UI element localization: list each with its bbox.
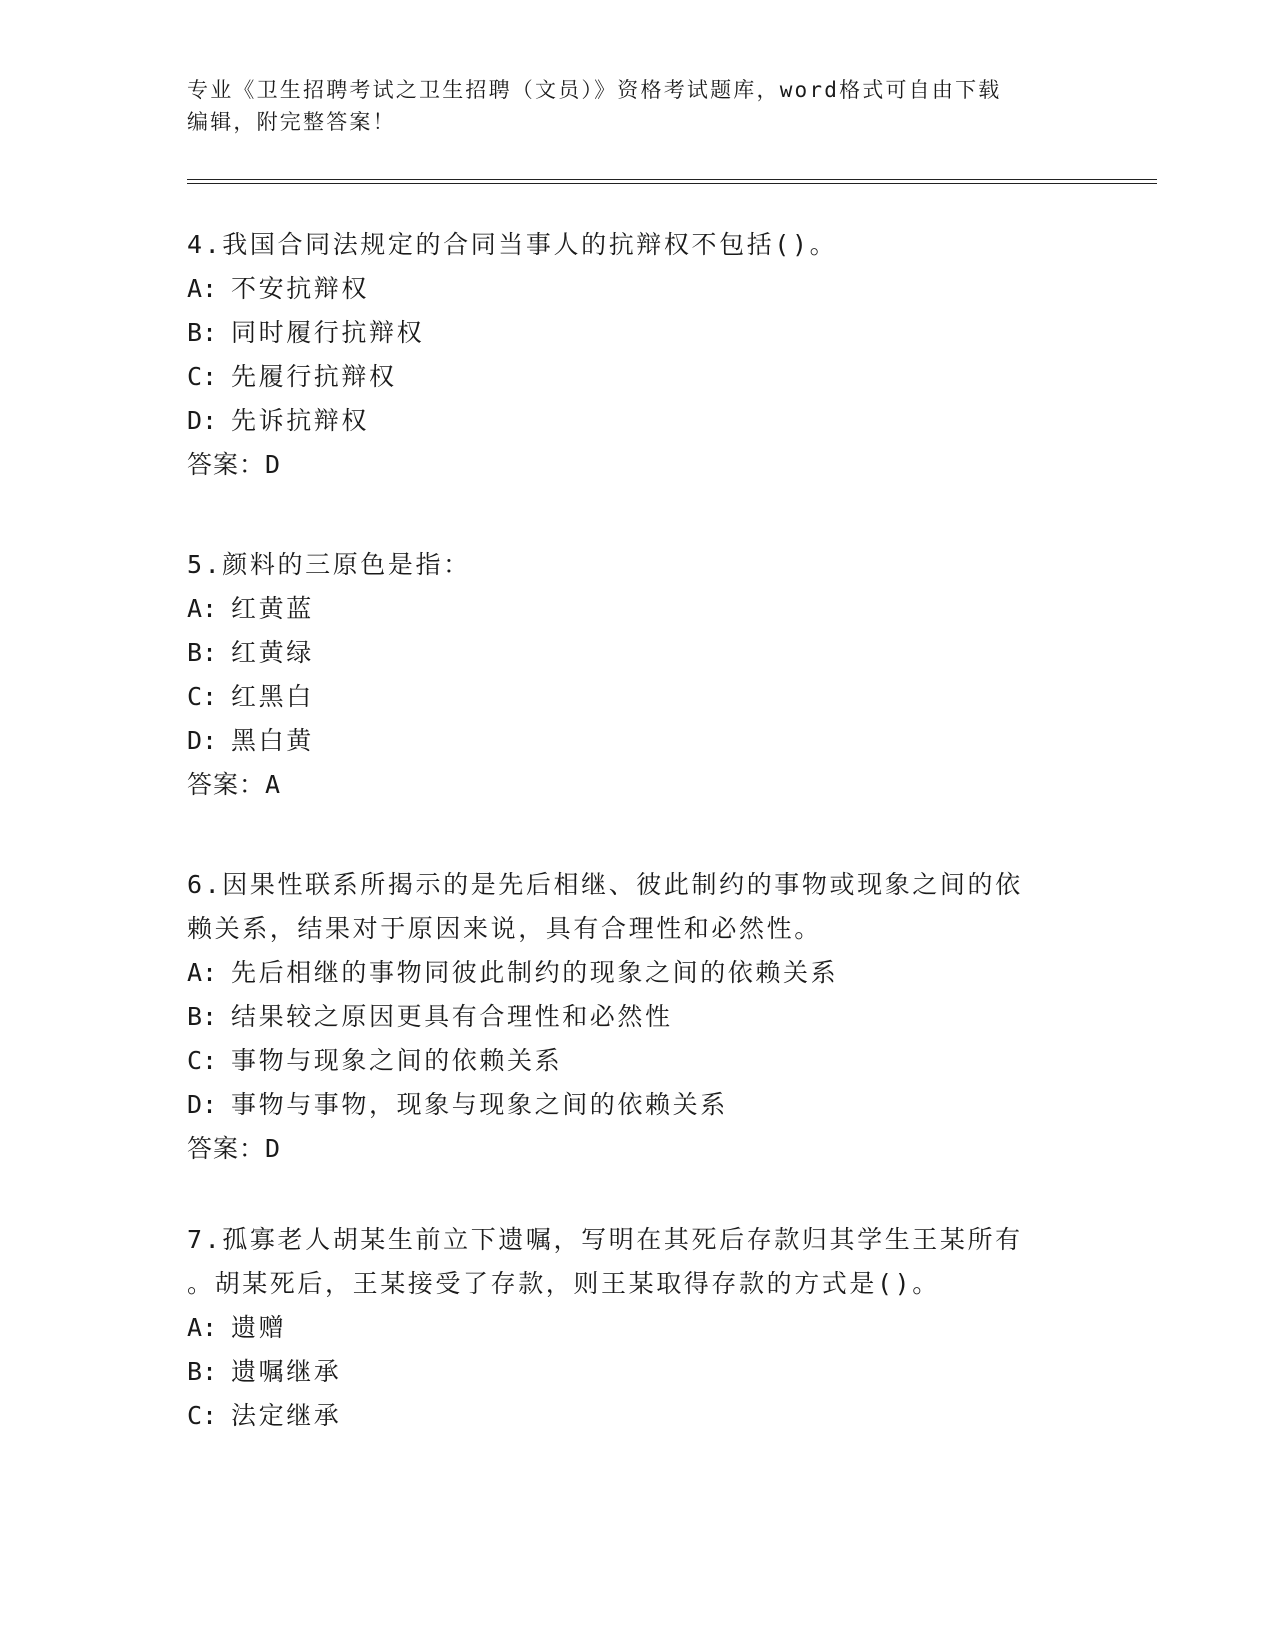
option-c bbox=[187, 1400, 341, 1432]
option-text: 黑白黄 bbox=[231, 726, 314, 755]
option-letter: B: bbox=[187, 318, 218, 347]
document-header bbox=[187, 74, 1087, 138]
option-text: 先履行抗辩权 bbox=[231, 362, 397, 391]
option-letter: C: bbox=[187, 362, 218, 391]
option-letter: C: bbox=[187, 1046, 218, 1075]
option-c bbox=[187, 681, 314, 713]
option-a bbox=[187, 273, 369, 305]
option-c bbox=[187, 361, 397, 393]
option-b bbox=[187, 637, 314, 669]
option-letter: D: bbox=[187, 406, 218, 435]
header-divider-top bbox=[187, 179, 1157, 180]
option-letter: B: bbox=[187, 1002, 218, 1031]
option-text: 先诉抗辩权 bbox=[231, 406, 370, 435]
option-b bbox=[187, 1356, 341, 1388]
option-b bbox=[187, 1001, 673, 1033]
option-letter: A: bbox=[187, 1313, 218, 1342]
option-text: 遗赠 bbox=[231, 1313, 287, 1342]
question-stem-line-2: 。胡某死后，王某接受了存款，则王某取得存款的方式是()。 bbox=[187, 1269, 940, 1298]
option-text: 结果较之原因更具有合理性和必然性 bbox=[231, 1002, 673, 1031]
option-d bbox=[187, 1089, 728, 1121]
question-stem-line-1: 6.因果性联系所揭示的是先后相继、彼此制约的事物或现象之间的依 bbox=[187, 870, 1023, 899]
option-letter: C: bbox=[187, 1401, 218, 1430]
option-a bbox=[187, 593, 314, 625]
answer-value: A bbox=[265, 770, 283, 799]
option-letter: A: bbox=[187, 958, 218, 987]
option-letter: D: bbox=[187, 726, 218, 755]
option-c bbox=[187, 1045, 562, 1077]
option-text: 事物与现象之间的依赖关系 bbox=[231, 1046, 563, 1075]
option-d bbox=[187, 405, 369, 437]
answer-label: 答案： bbox=[187, 450, 266, 479]
answer-line bbox=[187, 449, 283, 481]
option-text: 红黄绿 bbox=[231, 638, 314, 667]
answer-value: D bbox=[265, 1134, 283, 1163]
question-stem-line-2: 赖关系，结果对于原因来说，具有合理性和必然性。 bbox=[187, 914, 822, 943]
option-text: 法定继承 bbox=[231, 1401, 342, 1430]
option-text: 事物与事物，现象与现象之间的依赖关系 bbox=[231, 1090, 728, 1119]
option-text: 先后相继的事物同彼此制约的现象之间的依赖关系 bbox=[231, 958, 839, 987]
answer-value: D bbox=[265, 450, 283, 479]
option-text: 不安抗辩权 bbox=[231, 274, 370, 303]
header-line-2: 编辑，附完整答案！ bbox=[187, 110, 396, 134]
question-stem: 4.我国合同法规定的合同当事人的抗辩权不包括()。 bbox=[187, 230, 838, 259]
option-letter: B: bbox=[187, 1357, 218, 1386]
option-letter: B: bbox=[187, 638, 218, 667]
option-text: 红黄蓝 bbox=[231, 594, 314, 623]
option-letter: A: bbox=[187, 594, 218, 623]
option-text: 同时履行抗辩权 bbox=[231, 318, 425, 347]
answer-label: 答案： bbox=[187, 770, 266, 799]
option-text: 红黑白 bbox=[231, 682, 314, 711]
question-stem: 5.颜料的三原色是指： bbox=[187, 550, 471, 579]
option-a bbox=[187, 957, 838, 989]
header-line-1: 专业《卫生招聘考试之卫生招聘（文员）》资格考试题库，word格式可自由下载 bbox=[187, 78, 1002, 102]
option-a bbox=[187, 1312, 286, 1344]
option-text: 遗嘱继承 bbox=[231, 1357, 342, 1386]
option-d bbox=[187, 725, 314, 757]
answer-line bbox=[187, 769, 283, 801]
question-stem-line-1: 7.孤寡老人胡某生前立下遗嘱，写明在其死后存款归其学生王某所有 bbox=[187, 1225, 1023, 1254]
option-letter: C: bbox=[187, 682, 218, 711]
header-divider-bottom bbox=[187, 183, 1157, 184]
option-letter: D: bbox=[187, 1090, 218, 1119]
answer-line bbox=[187, 1133, 283, 1165]
option-b bbox=[187, 317, 424, 349]
option-letter: A: bbox=[187, 274, 218, 303]
answer-label: 答案： bbox=[187, 1134, 266, 1163]
